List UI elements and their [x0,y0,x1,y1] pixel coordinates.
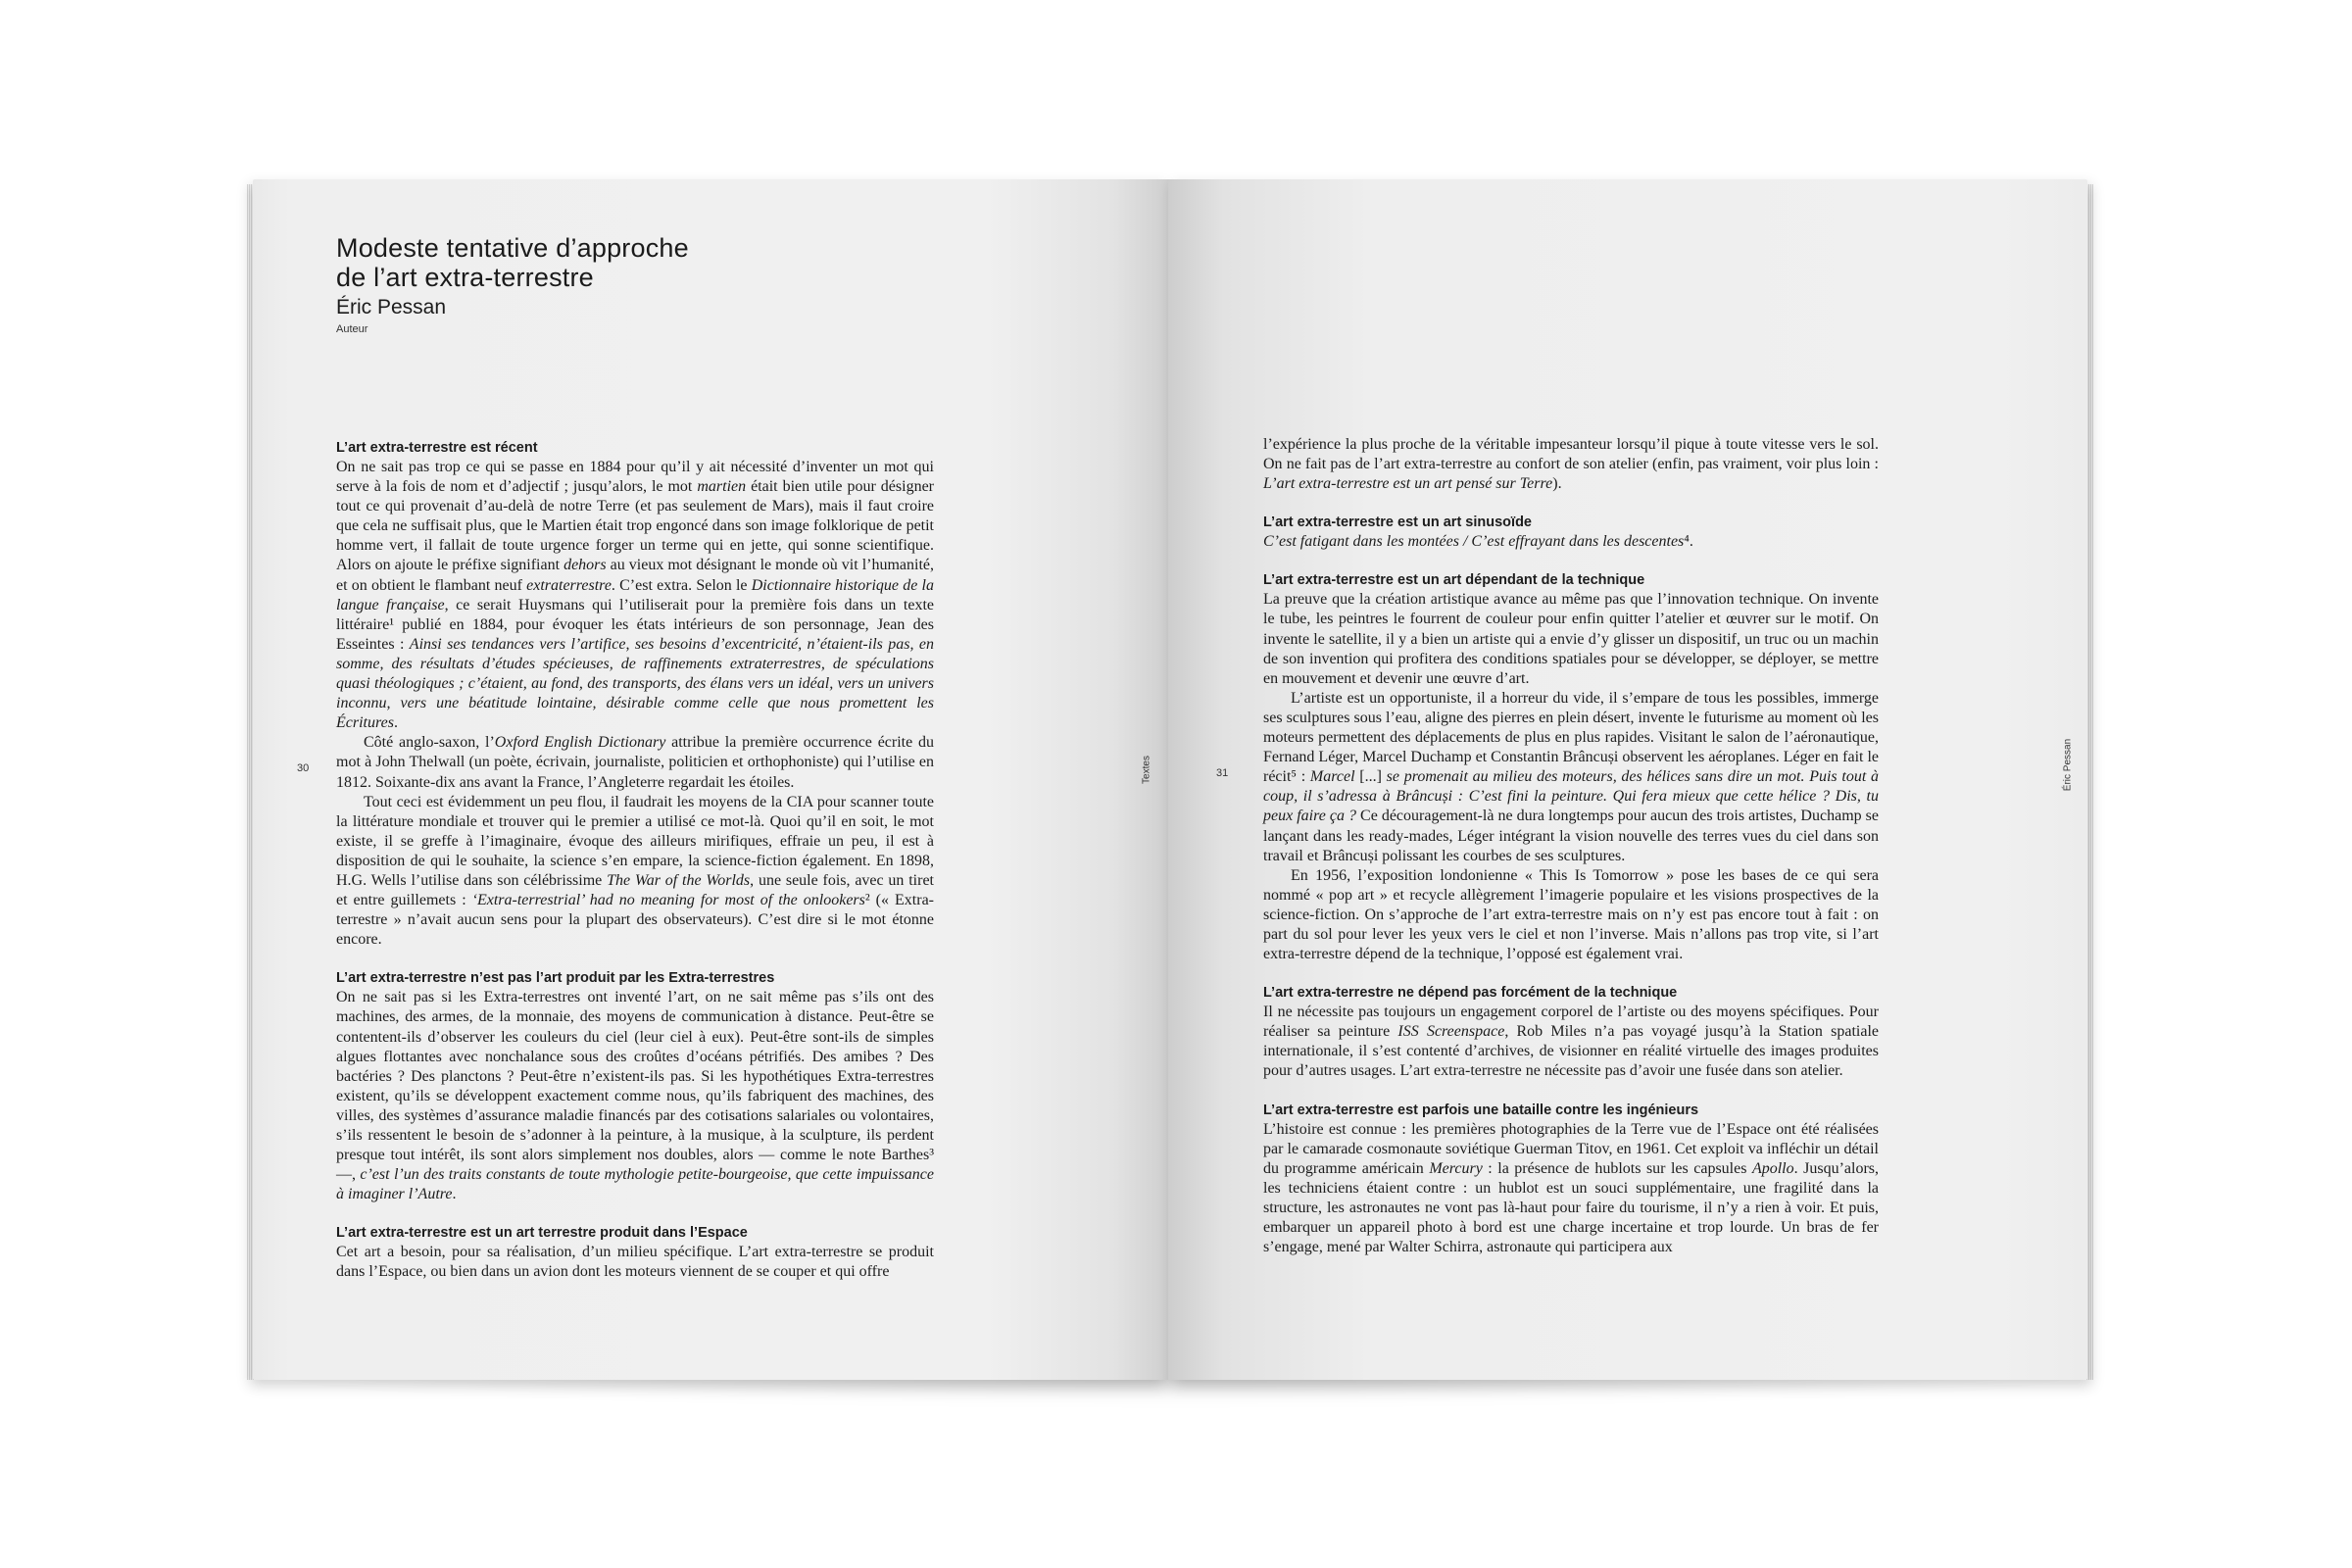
page-number-right: 31 [1216,767,1229,779]
body-paragraph: En 1956, l’exposition londonienne « This Is Tomorrow » pose les bases de ce qui sera nommé « pop art » et recycle allègrement l’imagerie populaire et les visions prospectives de la science-fiction. On s’approche de l’art extra-terrestre mais on n’y est pas encore tout à fait : on part du sol pour lever les yeux vers le ciel et non l’inverse. Mais n’allons pas trop vite, si l’art extra-terrestre dépend de la technique, l’opposé est également vrai. [1263,866,1879,963]
body-paragraph: La preuve que la création artistique avance au même pas que l’innovation technique. On invente le tube, les peintres le fourrent de couleur pour enfin quitter l’atelier et œuvrer sur le motif. On invente le satellite, il y a bien un artiste qui a envie d’y glisser un dispositif, un truc ou un machin de son invention qui profitera des conditions spatiales pour se développer, se déployer, se mettre en mouvement et devenir une œuvre d’art. [1263,591,1879,687]
section-heading: L’art extra-terrestre est un art dépendant de la technique [1263,572,1645,589]
body-paragraph: Tout ceci est évidemment un peu flou, il faudrait les moyens de la CIA pour scanner toute la littérature mondiale et trouver qui le premier a utilisé ce mot-là. Quoi qu’il en soit, le mot existe, il se greffe à l’imaginaire, évoque des ailleurs mirifiques, effraie un peu, il est à disposition de qui le souhaite, la science s’en empare, la science-fiction également. En 1898, H.G. Wells l’utilise dans son célébrissime The War of the Worlds, une seule fois, avec un tiret et entre guillemets : ‘Extra-terrestrial’ had no meaning for most of the onlookers² (« Extra-terrestre » n’avait aucun sens pour la plupart des observateurs). C’est dire si le mot étonne encore. [336,793,935,949]
section-heading: L’art extra-terrestre est un art terrestre produit dans l’Espace [336,1225,748,1242]
body-paragraph: Cet art a besoin, pour sa réalisation, d’un milieu spécifique. L’art extra-terrestre se produit dans l’Espace, ou bien dans un avion dont les moteurs viennent de se couper et qui offre [336,1244,934,1281]
section-gap [1263,494,1879,513]
section-heading: L’art extra-terrestre ne dépend pas forcément de la technique [1263,985,1678,1002]
section-heading: L’art extra-terrestre est récent [336,440,538,456]
section-gap [336,1204,934,1223]
body-paragraph: On ne sait pas trop ce qui se passe en 1884 pour qu’il y ait nécessité d’inventer un mot qui serve à la fois de nom et d’adjectif ; jusqu’alors, le mot martien était bien utile pour désigner tout ce qui provenait d’au-delà de notre Terre (et pas seulement de Mars), mais il faut croire que cela ne suffisait plus, que le Martien était trop engoncé dans son image folklorique de petit homme vert, il fallait de toute urgence forger un terme qui en jette, qui sonne scientifique. Alors on ajoute le préfixe signifiant dehors au vieux mot désignant le monde où vit l’humanité, et on obtient le flambant neuf extraterrestre. C’est extra. Selon le Dictionnaire historique de la langue française, ce serait Huysmans qui l’utiliserait pour la première fois dans un texte littéraire¹ publié en 1884, pour évoquer les états intérieurs de son personnage, Jean des Esseintes : Ainsi ses tendances vers l’artifice, ses besoins d’excentricité, n’étaient-ils pas, en somme, des résultats d’études spécieuses, de raffinements extraterrestres, de spéculations quasi théologiques ; c’étaient, au fond, des transports, des élans vers un idéal, vers un univers inconnu, vers une béatitude lointaine, désirable comme celle que nous promettent les Écritures. [336,459,935,732]
section-heading: L’art extra-terrestre est un art sinusoïde [1263,514,1532,531]
page-number-left: 30 [297,762,310,774]
right-text-column [1263,435,1879,1257]
section-gap [1263,964,1879,983]
body-paragraph: C’est fatigant dans les montées / C’est effrayant dans les descentes⁴. [1263,533,1693,551]
article-title-line-2: de l’art extra-terrestre [336,263,594,292]
body-paragraph: l’expérience la plus proche de la véritable impesanteur lorsqu’il pique à toute vitesse vers le sol. On ne fait pas de l’art extra-terrestre au confort de son atelier (enfin, pas vraiment, voir plus loin : L’art extra-terrestre est un art pensé sur Terre). [1263,436,1879,493]
left-text-column [336,438,934,1283]
article-title-line-1: Modeste tentative d’approche [336,233,689,263]
body-paragraph: L’artiste est un opportuniste, il a horreur du vide, il s’empare de tous les possibles, immerge ses sculptures sous l’eau, aligne des pierres en plein désert, invente le futurisme au moment où les moteurs permettent des déplacements de plus en plus rapides. Visitant le salon de l’aéronautique, Fernand Léger, Marcel Duchamp et Constantin Brâncuși observent les aéroplanes. Léger en fait le récit⁵ : Marcel [...] se promenait au milieu des moteurs, des hélices sans dire un mot. Puis tout à coup, il s’adressa à Brâncuși : C’est fini la peinture. Qui fera mieux que cette hélice ? Dis, tu peux faire ça ? Ce découragement-là ne dura longtemps pour aucun des trois artistes, Duchamp se lançant dans les ready-mades, Léger intégrant la vision nouvelle des terres vues du ciel dans son travail et Brâncuși polissant les courbes de ses sculptures. [1263,689,1880,864]
section-heading: L’art extra-terrestre est parfois une bataille contre les ingénieurs [1263,1102,1699,1118]
body-paragraph: On ne sait pas si les Extra-terrestres ont inventé l’art, on ne sait même pas s’ils ont des machines, des armes, de la monnaie, des moyens de communication à distance. Peut-être se contentent-ils d’observer les couleurs du ciel (leur ciel à eux). Peut-être sont-ils de simples algues flottantes avec nonchalance sous des croûtes d’océans pétrifiés. Des amibes ? Des bactéries ? Des planctons ? Peut-être n’existent-ils pas. Si les hypothétiques Extra-terrestres existent, qu’ils se développent exactement comme nous, qu’ils fabriquent des machines, des villes, des systèmes d’assurance maladie financés par des cotisations salariales ou volontaires, s’ils ressentent le besoin de s’adonner à la peinture, à la musique, à la sculpture, ils perdent presque tout intérêt, ils sont alors simplement nos doubles, alors — comme le note Barthes³ —, c’est l’un des traits constants de toute mythologie petite-bourgeoise, que cette impuissance à imaginer l’Autre. [336,989,934,1203]
body-paragraph: L’histoire est connue : les premières photographies de la Terre vue de l’Espace ont été réalisées par le camarade cosmonaute soviétique Guerman Titov, en 1961. Cet exploit va infléchir un détail du programme américain Mercury : la présence de hublots sur les capsules Apollo. Jusqu’alors, les techniciens étaient contre : un hublot est un souci supplémentaire, une fragilité dans la structure, les astronautes ne vont pas là-haut pour faire du tourisme, il n’y a rien à voir. Et puis, embarquer un appareil photo à bord est une charge incertaine et trop lourde. Un bras de fer s’engage, mené par Walter Schirra, astronaute qui participera aux [1263,1120,1880,1256]
article-title-block [336,233,689,335]
section-gap [1263,1082,1879,1101]
body-paragraph: Côté anglo-saxon, l’Oxford English Dictionary attribue la première occurrence écrite du mot à John Thelwall (un poète, écrivain, journaliste, politicien et orthophoniste) qui l’utilise en 1812. Soixante-dix ans avant la France, l’Angleterre regardait les étoiles. [336,734,934,791]
author-role: Auteur [336,323,368,335]
running-head-right: Éric Pessan [2062,738,2074,792]
body-paragraph: Il ne nécessite pas toujours un engagement corporel de l’artiste ou des moyens spécifiques. Pour réaliser sa peinture ISS Screenspace, Rob Miles n’a pas voyagé jusqu’à la Station spatiale internationale, il s’est contenté d’archives, de visionner en réalité virtuelle des images produites pour d’autres usages. L’art extra-terrestre ne nécessite pas d’avoir une fusée dans son atelier. [1263,1004,1879,1080]
section-heading: L’art extra-terrestre n’est pas l’art produit par les Extra-terrestres [336,970,775,987]
author-name: Éric Pessan [336,296,447,318]
running-head-left: Textes [1141,756,1152,784]
section-gap [1263,552,1879,570]
section-gap [336,950,934,968]
